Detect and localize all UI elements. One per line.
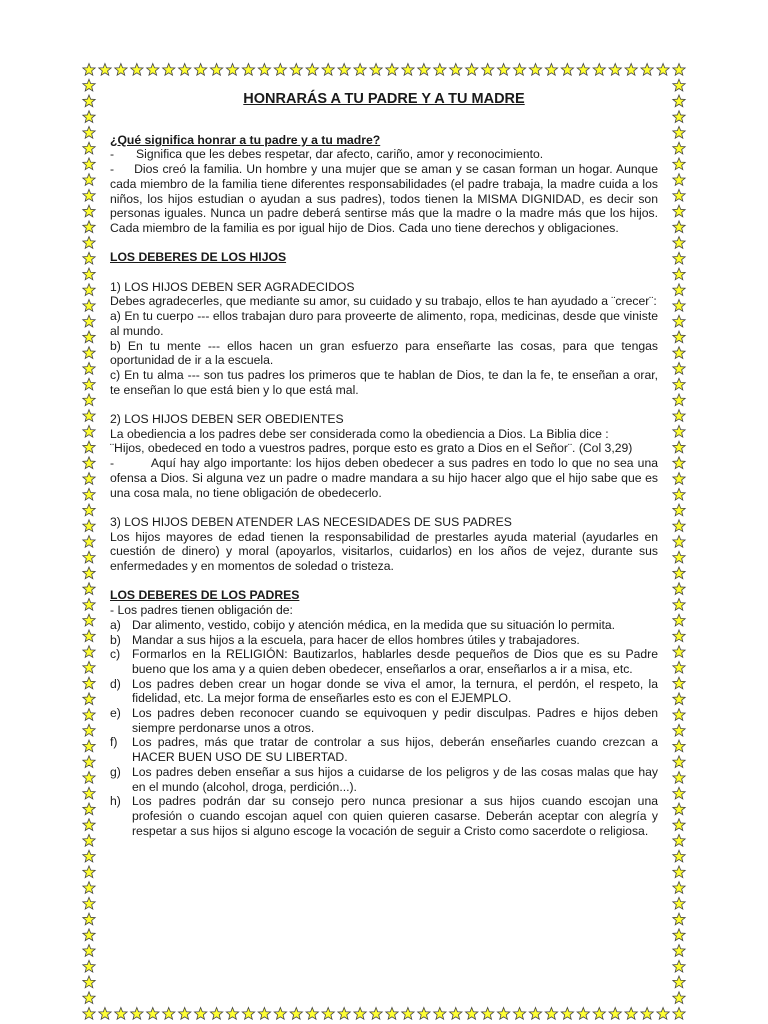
- star-icon: [163, 1008, 175, 1020]
- star-icon: [402, 1008, 414, 1020]
- star-icon: [83, 347, 95, 359]
- document-body: [110, 92, 658, 838]
- star-icon: [529, 1008, 541, 1020]
- star-icon: [83, 772, 95, 784]
- paragraph: c) En tu alma --- son tus padres los primeros que te hablan de Dios, te dan la fe, te enseñan a orar, te enseñan lo que está bien y lo que está mal.: [110, 367, 658, 397]
- star-icon: [673, 410, 685, 422]
- star-icon: [673, 378, 685, 390]
- list-item: [110, 735, 658, 764]
- star-icon: [577, 1008, 589, 1020]
- star-icon: [673, 897, 685, 909]
- list-text: Los padres deben enseñar a sus hijos a cuidarse de los peligros y de las cosas malas que hay en el mundo (alcohol, droga, perdición...).: [132, 764, 658, 794]
- star-icon: [673, 504, 685, 516]
- star-icon: [83, 819, 95, 831]
- star-icon: [466, 64, 478, 76]
- list-text: Los padres podrán dar su consejo pero nunca presionar a sus hijos cuando escojan una profesión o cuando escojan aquel con quien quieren casarse. Deberán aceptar con alegría y respetar a sus hijos si alguno escoge la vocación de seguir a Cristo como sacerdote o religiosa.: [132, 794, 658, 838]
- star-icon: [115, 64, 127, 76]
- star-icon: [370, 1008, 382, 1020]
- star-icon: [83, 646, 95, 658]
- star-icon: [450, 1008, 462, 1020]
- star-icon: [673, 347, 685, 359]
- star-icon: [673, 111, 685, 123]
- star-icon: [147, 1008, 159, 1020]
- star-icon: [83, 488, 95, 500]
- star-icon: [83, 913, 95, 925]
- star-icon: [673, 945, 685, 957]
- star-icon: [83, 441, 95, 453]
- star-icon: [194, 64, 206, 76]
- star-icon: [481, 64, 493, 76]
- star-icon: [83, 95, 95, 107]
- star-icon: [163, 64, 175, 76]
- padres-list: [110, 618, 658, 839]
- star-icon: [657, 1008, 669, 1020]
- star-icon: [83, 536, 95, 548]
- star-icon: [418, 64, 430, 76]
- star-icon: [625, 64, 637, 76]
- star-icon: [673, 693, 685, 705]
- star-icon: [274, 1008, 286, 1020]
- star-icon: [83, 945, 95, 957]
- star-icon: [673, 268, 685, 280]
- star-icon: [673, 551, 685, 563]
- star-icon: [609, 64, 621, 76]
- star-icon: [673, 95, 685, 107]
- star-icon: [83, 504, 95, 516]
- star-icon: [673, 142, 685, 154]
- star-icon: [83, 677, 95, 689]
- star-icon: [673, 787, 685, 799]
- star-icon: [673, 960, 685, 972]
- star-icon: [83, 882, 95, 894]
- star-icon: [226, 1008, 238, 1020]
- paragraph: La obediencia a los padres debe ser considerada como la obediencia a Dios. La Biblia dice :: [110, 426, 609, 441]
- star-icon: [274, 64, 286, 76]
- list-label: f): [110, 735, 118, 750]
- star-icon: [306, 64, 318, 76]
- star-icon: [673, 457, 685, 469]
- star-icon: [83, 142, 95, 154]
- star-icon: [83, 866, 95, 878]
- star-icon: [83, 425, 95, 437]
- star-icon: [83, 756, 95, 768]
- paragraph: Debes agradecerles, que mediante su amor, su cuidado y su trabajo, ellos te han ayudado a ¨crecer¨:: [110, 294, 657, 309]
- star-icon: [83, 598, 95, 610]
- list-text: Los padres, más que tratar de controlar a sus hijos, deberán enseñarles cuando crezcan a HACER BUEN USO DE SU LIBERTAD.: [132, 735, 658, 765]
- star-icon: [83, 174, 95, 186]
- star-icon: [593, 64, 605, 76]
- star-icon: [115, 1008, 127, 1020]
- subsection-title: 1) LOS HIJOS DEBEN SER AGRADECIDOS: [110, 279, 355, 294]
- star-icon: [450, 64, 462, 76]
- star-icon: [83, 709, 95, 721]
- star-icon: [673, 158, 685, 170]
- star-icon: [561, 1008, 573, 1020]
- list-item: [110, 765, 658, 794]
- paragraph: b) En tu mente --- ellos hacen un gran esfuerzo para enseñarte las cosas, para que tengas oportunidad de ir a la escuela.: [110, 338, 658, 368]
- intro-item: [110, 147, 658, 162]
- star-icon: [83, 331, 95, 343]
- star-icon: [338, 1008, 350, 1020]
- question-heading: ¿Qué significa honrar a tu padre y a tu madre?: [110, 132, 381, 147]
- star-icon: [513, 1008, 525, 1020]
- star-icon: [178, 64, 190, 76]
- star-icon: [466, 1008, 478, 1020]
- star-icon: [83, 457, 95, 469]
- star-icon: [673, 677, 685, 689]
- star-icon: [673, 331, 685, 343]
- intro-paragraph: - Dios creó la familia. Un hombre y una mujer que se aman y se casan forman un hogar. Aunque cada miembro de la familia tiene diferentes responsabilidades (el padre trabaja, la madre cuida a los niños, los hijos estudian o ayudan a sus padres), todos tienen la MISMA DIGNIDAD, es decir son personas iguales. Nunca un padre deberá sentirse más que la madre o la madre más que los hijos. Cada miembro de la familia es por igual hijo de Dios. Cada uno tiene derechos y obligaciones.: [110, 162, 658, 235]
- list-text: Los padres deben crear un hogar donde se viva el amor, la ternura, el perdón, el respeto, la fidelidad, etc. La mejor forma de enseñarles esto es con el EJEMPLO.: [132, 676, 658, 706]
- star-icon: [673, 536, 685, 548]
- star-icon: [673, 929, 685, 941]
- star-icon: [83, 300, 95, 312]
- star-icon: [673, 473, 685, 485]
- star-icon: [83, 205, 95, 217]
- star-icon: [83, 126, 95, 138]
- star-icon: [673, 64, 685, 76]
- list-label: g): [110, 764, 121, 779]
- dash-marker: -: [110, 147, 115, 162]
- star-icon: [210, 64, 222, 76]
- star-icon: [83, 520, 95, 532]
- intro-text: Dios creó la familia. Un hombre y una mujer que se aman y se casan forman un hogar. Aunque cada miembro de la familia tiene diferentes responsabilidades (el padre trabaja, la madre cuida a los niños, los hijos estudian o ayudan a sus padres), todos tienen la MISMA DIGNIDAD, es decir son personas iguales. Nunca un padre deberá sentirse más que la madre o la madre más que los hijos. Cada miembro de la familia es por igual hijo de Dios. Cada uno tiene derechos y obligaciones.: [110, 162, 658, 235]
- star-icon: [290, 64, 302, 76]
- star-icon: [673, 850, 685, 862]
- intro-text: Significa que les debes respetar, dar afecto, cariño, amor y reconocimiento.: [136, 147, 544, 162]
- star-icon: [673, 646, 685, 658]
- subsection-title: 3) LOS HIJOS DEBEN ATENDER LAS NECESIDADES DE SUS PADRES: [110, 514, 512, 529]
- list-item: [110, 618, 658, 633]
- star-icon: [83, 252, 95, 264]
- star-icon: [83, 79, 95, 91]
- star-icon: [83, 64, 95, 76]
- star-icon: [673, 709, 685, 721]
- list-item: [110, 647, 658, 676]
- star-icon: [434, 64, 446, 76]
- subsection-title: 2) LOS HIJOS DEBEN SER OBEDIENTES: [110, 412, 344, 427]
- star-icon: [83, 929, 95, 941]
- star-icon: [673, 772, 685, 784]
- list-item: [110, 794, 658, 838]
- star-icon: [673, 756, 685, 768]
- star-icon: [577, 64, 589, 76]
- star-icon: [673, 819, 685, 831]
- paragraph: Los hijos mayores de edad tienen la responsabilidad de prestarles ayuda material (ayudarles en cuestión de dinero) y moral (apoyarlos, visitarlos, cuidarlos) en los años de vejez, durante sus enfermedades y en momentos de soledad o tristeza.: [110, 529, 658, 574]
- star-icon: [561, 64, 573, 76]
- star-icon: [673, 614, 685, 626]
- star-icon: [673, 740, 685, 752]
- star-icon: [545, 64, 557, 76]
- paragraph: - Aquí hay algo importante: los hijos deben obedecer a sus padres en todo lo que no sea una ofensa a Dios. Si alguna vez un padre o madre mandara a su hijo hacer algo que el hijo sabe que es una cosa mala, no tiene obligación de obedecerlo.: [110, 456, 658, 500]
- star-icon: [673, 567, 685, 579]
- star-icon: [673, 598, 685, 610]
- star-icon: [673, 520, 685, 532]
- star-icon: [673, 425, 685, 437]
- star-icon: [322, 64, 334, 76]
- star-icon: [99, 1008, 111, 1020]
- star-icon: [83, 1008, 95, 1020]
- star-icon: [306, 1008, 318, 1020]
- star-icon: [338, 64, 350, 76]
- star-icon: [83, 787, 95, 799]
- star-icon: [641, 1008, 653, 1020]
- star-icon: [673, 488, 685, 500]
- star-icon: [83, 268, 95, 280]
- star-icon: [83, 189, 95, 201]
- star-icon: [673, 1008, 685, 1020]
- list-label: e): [110, 706, 121, 721]
- list-label: a): [110, 617, 121, 632]
- star-icon: [673, 252, 685, 264]
- list-label: b): [110, 632, 121, 647]
- star-icon: [178, 1008, 190, 1020]
- star-icon: [625, 1008, 637, 1020]
- star-icon: [354, 64, 366, 76]
- star-icon: [83, 567, 95, 579]
- star-icon: [83, 410, 95, 422]
- star-icon: [83, 803, 95, 815]
- star-icon: [83, 362, 95, 374]
- list-label: h): [110, 794, 121, 809]
- star-icon: [386, 64, 398, 76]
- star-icon: [83, 284, 95, 296]
- star-icon: [673, 174, 685, 186]
- star-icon: [673, 394, 685, 406]
- star-icon: [83, 583, 95, 595]
- star-icon: [131, 1008, 143, 1020]
- star-icon: [673, 300, 685, 312]
- star-icon: [258, 1008, 270, 1020]
- list-item: [110, 677, 658, 706]
- star-icon: [609, 1008, 621, 1020]
- star-icon: [83, 614, 95, 626]
- paragraph: a) En tu cuerpo --- ellos trabajan duro para proveerte de alimento, ropa, medicinas, desde que viniste al mundo.: [110, 309, 658, 338]
- star-icon: [673, 803, 685, 815]
- star-icon: [83, 221, 95, 233]
- star-icon: [513, 64, 525, 76]
- paragraph: - Los padres tienen obligación de:: [110, 603, 293, 618]
- star-icon: [83, 740, 95, 752]
- star-icon: [673, 913, 685, 925]
- note-text: Aquí hay algo importante: los hijos deben obedecer a sus padres en todo lo que no sea una ofensa a Dios. Si alguna vez un padre o madre mandara a su hijo hacer algo que el hijo sabe que es una cosa mala, no tiene obligación de obedecerlo.: [110, 456, 658, 500]
- star-icon: [641, 64, 653, 76]
- list-item: [110, 706, 658, 735]
- star-icon: [418, 1008, 430, 1020]
- star-icon: [673, 583, 685, 595]
- star-icon: [673, 976, 685, 988]
- page-title: HONRARÁS A TU PADRE Y A TU MADRE: [243, 91, 525, 107]
- section-heading-padres: LOS DEBERES DE LOS PADRES: [110, 588, 300, 603]
- star-icon: [83, 237, 95, 249]
- star-icon: [290, 1008, 302, 1020]
- star-icon: [99, 64, 111, 76]
- star-icon: [402, 64, 414, 76]
- star-icon: [83, 834, 95, 846]
- star-icon: [131, 64, 143, 76]
- star-icon: [481, 1008, 493, 1020]
- list-text: Dar alimento, vestido, cobijo y atención médica, en la medida que su situación lo permita.: [132, 617, 616, 632]
- quote: ¨Hijos, obedeced en todo a vuestros padres, porque esto es grato a Dios en el Señor¨. (Col 3,29): [110, 441, 633, 456]
- star-icon: [147, 64, 159, 76]
- star-icon: [673, 79, 685, 91]
- star-icon: [673, 834, 685, 846]
- star-icon: [354, 1008, 366, 1020]
- list-text: Formarlos en la RELIGIÓN: Bautizarlos, hablarles desde pequeños de Dios que es su Padre bueno que los ama y a quien deben obedecer, enseñarlos a orar, enseñarlos a ir a misa, etc.: [132, 647, 658, 676]
- star-icon: [83, 724, 95, 736]
- list-label: d): [110, 676, 121, 691]
- star-icon: [529, 64, 541, 76]
- star-icon: [83, 960, 95, 972]
- star-icon: [83, 551, 95, 563]
- star-icon: [83, 992, 95, 1004]
- star-icon: [83, 897, 95, 909]
- star-icon: [83, 315, 95, 327]
- star-icon: [593, 1008, 605, 1020]
- star-icon: [657, 64, 669, 76]
- star-icon: [497, 1008, 509, 1020]
- star-icon: [370, 64, 382, 76]
- star-icon: [673, 992, 685, 1004]
- star-icon: [673, 205, 685, 217]
- star-icon: [545, 1008, 557, 1020]
- star-icon: [673, 284, 685, 296]
- star-icon: [83, 473, 95, 485]
- star-icon: [83, 394, 95, 406]
- star-icon: [497, 64, 509, 76]
- list-text: Mandar a sus hijos a la escuela, para hacer de ellos hombres útiles y trabajadores.: [132, 632, 580, 647]
- star-icon: [210, 1008, 222, 1020]
- star-icon: [673, 882, 685, 894]
- star-icon: [83, 630, 95, 642]
- star-icon: [83, 850, 95, 862]
- star-icon: [673, 189, 685, 201]
- star-icon: [83, 693, 95, 705]
- star-icon: [673, 724, 685, 736]
- star-icon: [673, 237, 685, 249]
- star-icon: [673, 362, 685, 374]
- star-icon: [386, 1008, 398, 1020]
- star-icon: [673, 866, 685, 878]
- list-text: Los padres deben reconocer cuando se equivoquen y pedir disculpas. Padres e hijos deben siempre perdonarse unos a otros.: [132, 706, 658, 735]
- star-icon: [83, 158, 95, 170]
- star-icon: [242, 64, 254, 76]
- star-icon: [673, 661, 685, 673]
- star-icon: [673, 126, 685, 138]
- star-icon: [673, 630, 685, 642]
- star-icon: [673, 221, 685, 233]
- star-icon: [673, 441, 685, 453]
- list-label: c): [110, 647, 121, 662]
- list-item: [110, 633, 658, 648]
- star-icon: [242, 1008, 254, 1020]
- star-icon: [83, 111, 95, 123]
- star-icon: [226, 64, 238, 76]
- star-icon: [83, 661, 95, 673]
- star-icon: [258, 64, 270, 76]
- star-icon: [673, 315, 685, 327]
- star-icon: [83, 976, 95, 988]
- star-icon: [194, 1008, 206, 1020]
- star-icon: [322, 1008, 334, 1020]
- section-heading-hijos: LOS DEBERES DE LOS HIJOS: [110, 250, 287, 265]
- star-icon: [434, 1008, 446, 1020]
- star-icon: [83, 378, 95, 390]
